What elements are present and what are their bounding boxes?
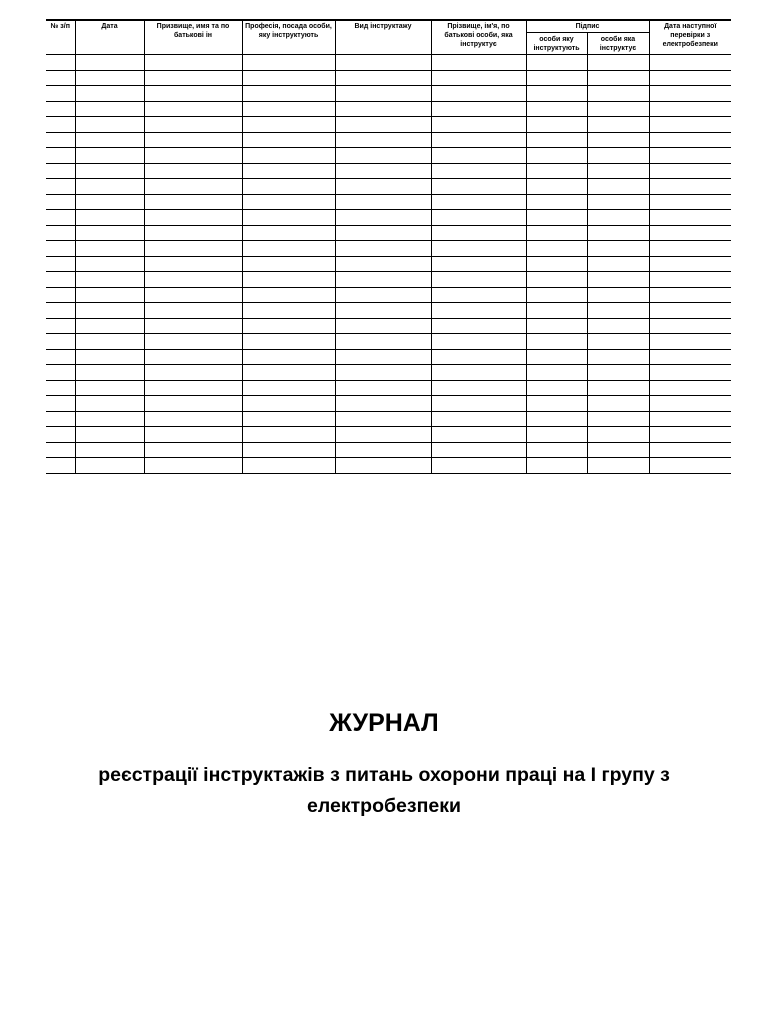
table-cell[interactable] bbox=[587, 163, 649, 179]
table-cell[interactable] bbox=[335, 132, 431, 148]
table-cell[interactable] bbox=[75, 241, 144, 257]
table-cell[interactable] bbox=[649, 132, 731, 148]
table-cell[interactable] bbox=[242, 241, 335, 257]
table-cell[interactable] bbox=[431, 365, 526, 381]
table-cell[interactable] bbox=[431, 256, 526, 272]
table-cell[interactable] bbox=[431, 210, 526, 226]
table-cell[interactable] bbox=[649, 272, 731, 288]
table-cell[interactable] bbox=[431, 272, 526, 288]
table-row bbox=[46, 458, 731, 474]
table-cell[interactable] bbox=[75, 318, 144, 334]
table-row bbox=[46, 132, 731, 148]
table-row bbox=[46, 225, 731, 241]
table-cell[interactable] bbox=[144, 427, 242, 443]
table-cell[interactable] bbox=[75, 349, 144, 365]
table-cell[interactable] bbox=[649, 225, 731, 241]
table-cell[interactable] bbox=[526, 318, 587, 334]
table-cell[interactable] bbox=[75, 101, 144, 117]
table-row bbox=[46, 272, 731, 288]
table-row bbox=[46, 349, 731, 365]
table-cell[interactable] bbox=[526, 194, 587, 210]
table-cell[interactable] bbox=[526, 334, 587, 350]
table-cell[interactable] bbox=[335, 427, 431, 443]
table-cell[interactable] bbox=[587, 210, 649, 226]
table-cell[interactable] bbox=[46, 55, 75, 71]
header-signature-group: Підпис bbox=[526, 20, 649, 33]
table-cell[interactable] bbox=[649, 210, 731, 226]
table-cell[interactable] bbox=[526, 101, 587, 117]
table-row bbox=[46, 70, 731, 86]
table-cell[interactable] bbox=[526, 256, 587, 272]
table-cell[interactable] bbox=[144, 241, 242, 257]
document-subtitle: реєстрації інструктажів з питань охорони праці на І групу з електробезпеки bbox=[98, 764, 670, 817]
table-cell[interactable] bbox=[335, 256, 431, 272]
table-cell[interactable] bbox=[649, 86, 731, 102]
table-row bbox=[46, 256, 731, 272]
table-cell[interactable] bbox=[75, 442, 144, 458]
table-cell[interactable] bbox=[335, 225, 431, 241]
table-row bbox=[46, 210, 731, 226]
table-cell[interactable] bbox=[144, 256, 242, 272]
table-cell[interactable] bbox=[526, 55, 587, 71]
table-cell[interactable] bbox=[335, 163, 431, 179]
table-row bbox=[46, 86, 731, 102]
table-cell[interactable] bbox=[75, 303, 144, 319]
table-cell[interactable] bbox=[587, 179, 649, 195]
table-cell[interactable] bbox=[649, 194, 731, 210]
table-cell[interactable] bbox=[526, 396, 587, 412]
table-cell[interactable] bbox=[144, 442, 242, 458]
table-cell[interactable] bbox=[587, 148, 649, 164]
table-cell[interactable] bbox=[335, 86, 431, 102]
table-cell[interactable] bbox=[75, 365, 144, 381]
table-cell[interactable] bbox=[431, 318, 526, 334]
table-cell[interactable] bbox=[46, 396, 75, 412]
table-cell[interactable] bbox=[46, 101, 75, 117]
table-row bbox=[46, 411, 731, 427]
table-cell[interactable] bbox=[144, 365, 242, 381]
table-cell[interactable] bbox=[144, 411, 242, 427]
table-cell[interactable] bbox=[75, 458, 144, 474]
table-cell[interactable] bbox=[46, 411, 75, 427]
table-cell[interactable] bbox=[431, 411, 526, 427]
table-cell[interactable] bbox=[144, 101, 242, 117]
table-cell[interactable] bbox=[526, 380, 587, 396]
table-cell[interactable] bbox=[144, 55, 242, 71]
table-cell[interactable] bbox=[587, 194, 649, 210]
table-cell[interactable] bbox=[649, 163, 731, 179]
table-cell[interactable] bbox=[46, 349, 75, 365]
table-cell[interactable] bbox=[46, 86, 75, 102]
header-date: Дата bbox=[75, 20, 144, 55]
table-cell[interactable] bbox=[649, 396, 731, 412]
table-cell[interactable] bbox=[242, 70, 335, 86]
table-cell[interactable] bbox=[335, 210, 431, 226]
table-cell[interactable] bbox=[649, 427, 731, 443]
table-cell[interactable] bbox=[75, 86, 144, 102]
header-profession: Професія, посада особи, яку інструктують bbox=[242, 20, 335, 55]
table-cell[interactable] bbox=[144, 194, 242, 210]
table-cell[interactable] bbox=[335, 194, 431, 210]
table-cell[interactable] bbox=[242, 132, 335, 148]
table-cell[interactable] bbox=[335, 411, 431, 427]
table-row bbox=[46, 117, 731, 133]
table-cell[interactable] bbox=[242, 101, 335, 117]
table-cell[interactable] bbox=[75, 163, 144, 179]
table-row bbox=[46, 380, 731, 396]
table-cell[interactable] bbox=[144, 334, 242, 350]
table-cell[interactable] bbox=[242, 396, 335, 412]
table-cell[interactable] bbox=[587, 334, 649, 350]
table-cell[interactable] bbox=[242, 411, 335, 427]
table-cell[interactable] bbox=[144, 396, 242, 412]
table-cell[interactable] bbox=[587, 86, 649, 102]
table-cell[interactable] bbox=[587, 318, 649, 334]
table-cell[interactable] bbox=[242, 179, 335, 195]
table-cell[interactable] bbox=[587, 380, 649, 396]
table-cell[interactable] bbox=[335, 458, 431, 474]
table-cell[interactable] bbox=[335, 272, 431, 288]
table-cell[interactable] bbox=[587, 411, 649, 427]
table-cell[interactable] bbox=[587, 241, 649, 257]
table-cell[interactable] bbox=[242, 256, 335, 272]
table-cell[interactable] bbox=[587, 427, 649, 443]
table-cell[interactable] bbox=[431, 442, 526, 458]
table-cell[interactable] bbox=[335, 148, 431, 164]
table-cell[interactable] bbox=[242, 163, 335, 179]
table-cell[interactable] bbox=[431, 303, 526, 319]
table-cell[interactable] bbox=[46, 148, 75, 164]
table-cell[interactable] bbox=[587, 272, 649, 288]
table-row bbox=[46, 163, 731, 179]
table-cell[interactable] bbox=[75, 194, 144, 210]
table-cell[interactable] bbox=[46, 179, 75, 195]
table-cell[interactable] bbox=[75, 272, 144, 288]
table-cell[interactable] bbox=[431, 55, 526, 71]
table-cell[interactable] bbox=[526, 132, 587, 148]
title-block bbox=[0, 700, 768, 822]
table-cell[interactable] bbox=[431, 179, 526, 195]
table-cell[interactable] bbox=[242, 380, 335, 396]
table-cell[interactable] bbox=[144, 287, 242, 303]
header-signature-instructed: особи яку інструктують bbox=[526, 33, 587, 55]
table-cell[interactable] bbox=[526, 303, 587, 319]
table-cell[interactable] bbox=[242, 334, 335, 350]
table-cell[interactable] bbox=[75, 117, 144, 133]
table-cell[interactable] bbox=[242, 117, 335, 133]
table-cell[interactable] bbox=[46, 365, 75, 381]
table-cell[interactable] bbox=[46, 318, 75, 334]
table-cell[interactable] bbox=[335, 442, 431, 458]
table-cell[interactable] bbox=[242, 458, 335, 474]
table-cell[interactable] bbox=[144, 179, 242, 195]
table-cell[interactable] bbox=[649, 70, 731, 86]
table-cell[interactable] bbox=[242, 287, 335, 303]
table-cell[interactable] bbox=[526, 287, 587, 303]
table-cell[interactable] bbox=[335, 70, 431, 86]
table-cell[interactable] bbox=[431, 380, 526, 396]
table-cell[interactable] bbox=[526, 241, 587, 257]
table-cell[interactable] bbox=[431, 225, 526, 241]
table-body bbox=[46, 55, 731, 474]
table-cell[interactable] bbox=[649, 458, 731, 474]
table-cell[interactable] bbox=[649, 101, 731, 117]
table-row bbox=[46, 287, 731, 303]
table-cell[interactable] bbox=[649, 365, 731, 381]
table-cell[interactable] bbox=[242, 442, 335, 458]
table-cell[interactable] bbox=[75, 55, 144, 71]
table-cell[interactable] bbox=[46, 117, 75, 133]
table-cell[interactable] bbox=[242, 55, 335, 71]
table-cell[interactable] bbox=[587, 256, 649, 272]
table-cell[interactable] bbox=[526, 411, 587, 427]
table-cell[interactable] bbox=[335, 241, 431, 257]
table-cell[interactable] bbox=[431, 396, 526, 412]
table-cell[interactable] bbox=[335, 303, 431, 319]
table-row bbox=[46, 148, 731, 164]
table-cell[interactable] bbox=[242, 303, 335, 319]
table-cell[interactable] bbox=[75, 179, 144, 195]
header-instructor: Прізвище, ім'я, по батькові особи, яка інструктує bbox=[431, 20, 526, 55]
table-cell[interactable] bbox=[526, 458, 587, 474]
table-cell[interactable] bbox=[431, 86, 526, 102]
table-cell[interactable] bbox=[587, 70, 649, 86]
table-cell[interactable] bbox=[144, 349, 242, 365]
table-cell[interactable] bbox=[46, 380, 75, 396]
table-cell[interactable] bbox=[242, 349, 335, 365]
table-cell[interactable] bbox=[526, 70, 587, 86]
table-cell[interactable] bbox=[144, 303, 242, 319]
table-cell[interactable] bbox=[242, 318, 335, 334]
table-cell[interactable] bbox=[46, 210, 75, 226]
table-cell[interactable] bbox=[242, 148, 335, 164]
table-cell[interactable] bbox=[335, 101, 431, 117]
table-cell[interactable] bbox=[144, 210, 242, 226]
table-cell[interactable] bbox=[144, 380, 242, 396]
table-cell[interactable] bbox=[526, 272, 587, 288]
table-cell[interactable] bbox=[335, 287, 431, 303]
table-cell[interactable] bbox=[335, 380, 431, 396]
table-cell[interactable] bbox=[75, 411, 144, 427]
table-cell[interactable] bbox=[75, 210, 144, 226]
table-cell[interactable] bbox=[242, 272, 335, 288]
table-cell[interactable] bbox=[431, 287, 526, 303]
table-cell[interactable] bbox=[587, 287, 649, 303]
table-cell[interactable] bbox=[587, 55, 649, 71]
table-cell[interactable] bbox=[75, 287, 144, 303]
table-cell[interactable] bbox=[587, 349, 649, 365]
header-name: Призвище, имя та по батькові ін bbox=[144, 20, 242, 55]
table-cell[interactable] bbox=[649, 241, 731, 257]
table-cell[interactable] bbox=[587, 365, 649, 381]
table-cell[interactable] bbox=[46, 303, 75, 319]
table-cell[interactable] bbox=[526, 86, 587, 102]
table-cell[interactable] bbox=[431, 194, 526, 210]
table-row bbox=[46, 55, 731, 71]
table-cell[interactable] bbox=[431, 458, 526, 474]
table-cell[interactable] bbox=[526, 349, 587, 365]
table-cell[interactable] bbox=[649, 179, 731, 195]
header-num: № з/п bbox=[46, 20, 75, 55]
header-row bbox=[46, 20, 731, 33]
table-cell[interactable] bbox=[431, 163, 526, 179]
table-cell[interactable] bbox=[649, 287, 731, 303]
table-cell[interactable] bbox=[144, 70, 242, 86]
table-cell[interactable] bbox=[144, 148, 242, 164]
table-cell[interactable] bbox=[431, 70, 526, 86]
table-cell[interactable] bbox=[144, 117, 242, 133]
table-cell[interactable] bbox=[75, 70, 144, 86]
table-cell[interactable] bbox=[242, 365, 335, 381]
table-cell[interactable] bbox=[431, 117, 526, 133]
table-cell[interactable] bbox=[75, 225, 144, 241]
table-cell[interactable] bbox=[431, 427, 526, 443]
table-cell[interactable] bbox=[431, 148, 526, 164]
table-cell[interactable] bbox=[75, 380, 144, 396]
table-cell[interactable] bbox=[649, 442, 731, 458]
table-row bbox=[46, 194, 731, 210]
table-cell[interactable] bbox=[75, 396, 144, 412]
table-cell[interactable] bbox=[335, 334, 431, 350]
table-cell[interactable] bbox=[242, 194, 335, 210]
table-cell[interactable] bbox=[649, 148, 731, 164]
table-cell[interactable] bbox=[526, 365, 587, 381]
header-instruction-type: Вид інструктажу bbox=[335, 20, 431, 55]
table-cell[interactable] bbox=[75, 256, 144, 272]
table-cell[interactable] bbox=[649, 117, 731, 133]
table-cell[interactable] bbox=[144, 458, 242, 474]
table-cell[interactable] bbox=[526, 179, 587, 195]
table-row bbox=[46, 101, 731, 117]
document-title: ЖУРНАЛ bbox=[329, 709, 439, 737]
table-cell[interactable] bbox=[431, 241, 526, 257]
table-cell[interactable] bbox=[526, 442, 587, 458]
table-cell[interactable] bbox=[46, 458, 75, 474]
table-cell[interactable] bbox=[649, 411, 731, 427]
table-cell[interactable] bbox=[587, 442, 649, 458]
table-row bbox=[46, 318, 731, 334]
table-cell[interactable] bbox=[46, 225, 75, 241]
table-cell[interactable] bbox=[144, 225, 242, 241]
table-cell[interactable] bbox=[144, 163, 242, 179]
table-cell[interactable] bbox=[526, 427, 587, 443]
table-row bbox=[46, 365, 731, 381]
table-cell[interactable] bbox=[587, 458, 649, 474]
table-cell[interactable] bbox=[75, 334, 144, 350]
table-cell[interactable] bbox=[242, 210, 335, 226]
table-cell[interactable] bbox=[335, 318, 431, 334]
table-cell[interactable] bbox=[431, 334, 526, 350]
table-cell[interactable] bbox=[46, 334, 75, 350]
table-cell[interactable] bbox=[242, 225, 335, 241]
header-signature-instructor: особи яка інструктує bbox=[587, 33, 649, 55]
table-cell[interactable] bbox=[587, 396, 649, 412]
table-cell[interactable] bbox=[144, 272, 242, 288]
table-cell[interactable] bbox=[649, 303, 731, 319]
table-cell[interactable] bbox=[46, 70, 75, 86]
table-row bbox=[46, 442, 731, 458]
table-cell[interactable] bbox=[587, 117, 649, 133]
table-cell[interactable] bbox=[242, 86, 335, 102]
table-cell[interactable] bbox=[46, 442, 75, 458]
table-cell[interactable] bbox=[431, 349, 526, 365]
table-cell[interactable] bbox=[649, 318, 731, 334]
table-cell[interactable] bbox=[649, 349, 731, 365]
table-cell[interactable] bbox=[526, 148, 587, 164]
table-cell[interactable] bbox=[46, 241, 75, 257]
journal-table bbox=[46, 19, 731, 474]
table-cell[interactable] bbox=[46, 194, 75, 210]
table-cell[interactable] bbox=[335, 396, 431, 412]
table-cell[interactable] bbox=[46, 427, 75, 443]
table-cell[interactable] bbox=[649, 55, 731, 71]
table-cell[interactable] bbox=[649, 256, 731, 272]
table-cell[interactable] bbox=[46, 287, 75, 303]
table-cell[interactable] bbox=[649, 334, 731, 350]
table-cell[interactable] bbox=[75, 132, 144, 148]
table-cell[interactable] bbox=[587, 132, 649, 148]
table-row bbox=[46, 303, 731, 319]
table-row bbox=[46, 179, 731, 195]
header-next-check: Дата наступної перевірки з електробезпеки bbox=[649, 20, 731, 55]
table-cell[interactable] bbox=[526, 117, 587, 133]
table-cell[interactable] bbox=[46, 163, 75, 179]
table-cell[interactable] bbox=[335, 349, 431, 365]
table-cell[interactable] bbox=[587, 101, 649, 117]
table-cell[interactable] bbox=[144, 132, 242, 148]
table-cell[interactable] bbox=[526, 225, 587, 241]
table-cell[interactable] bbox=[335, 365, 431, 381]
table-row bbox=[46, 396, 731, 412]
table-cell[interactable] bbox=[526, 210, 587, 226]
table-cell[interactable] bbox=[46, 132, 75, 148]
table-cell[interactable] bbox=[335, 179, 431, 195]
table-row bbox=[46, 427, 731, 443]
table-cell[interactable] bbox=[46, 256, 75, 272]
table-cell[interactable] bbox=[431, 101, 526, 117]
table-row bbox=[46, 334, 731, 350]
table-cell[interactable] bbox=[242, 427, 335, 443]
table-row bbox=[46, 241, 731, 257]
table-cell[interactable] bbox=[526, 163, 587, 179]
table-cell[interactable] bbox=[431, 132, 526, 148]
table-cell[interactable] bbox=[75, 427, 144, 443]
table-cell[interactable] bbox=[144, 86, 242, 102]
table-cell[interactable] bbox=[335, 55, 431, 71]
table-cell[interactable] bbox=[587, 303, 649, 319]
table-cell[interactable] bbox=[75, 148, 144, 164]
table-cell[interactable] bbox=[587, 225, 649, 241]
table-cell[interactable] bbox=[649, 380, 731, 396]
table-cell[interactable] bbox=[144, 318, 242, 334]
table-cell[interactable] bbox=[335, 117, 431, 133]
table-cell[interactable] bbox=[46, 272, 75, 288]
